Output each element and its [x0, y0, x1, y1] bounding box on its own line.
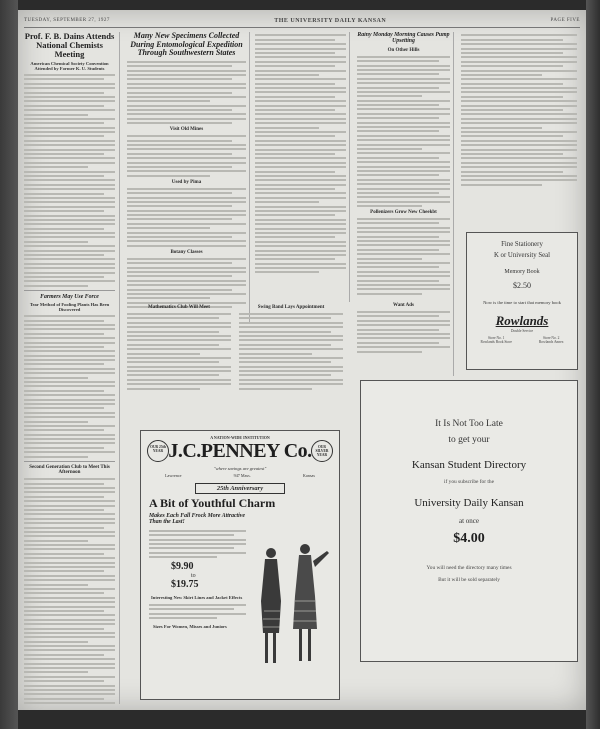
stationery-line: Fine Stationery — [501, 241, 543, 248]
fashion-illustration — [253, 541, 333, 691]
article-body — [127, 135, 246, 177]
penney-sizes: Sizes For Women, Misses and Juniors — [153, 623, 227, 629]
lower-column-2 — [124, 302, 350, 426]
store-1-name: Rowlands Book Store — [480, 340, 512, 344]
headline-rainy-monday: Rainy Monday Morning Causes Pump Upsetting — [357, 32, 450, 45]
article-body — [24, 315, 115, 458]
headline-pollenizers: Pollenizers Grow New Cheekbt — [370, 210, 437, 216]
column-1 — [24, 32, 120, 704]
masthead-date: TUESDAY, SEPTEMBER 27, 1927 — [24, 18, 110, 23]
penney-tagline: A NATION-WIDE INSTITUTION — [210, 435, 270, 440]
headline-want-ads: Want Ads — [393, 303, 414, 308]
store-2-label: Store No. 2 — [542, 336, 560, 340]
article-body — [24, 478, 115, 704]
article-body — [239, 313, 343, 390]
headline-second-generation: Second Generation Club to Meet This Afternoon — [29, 464, 110, 476]
price-to: to — [191, 572, 196, 579]
column-5-classifieds — [458, 32, 580, 232]
article-body — [357, 56, 450, 207]
article-body — [127, 313, 231, 390]
ad-body-text — [141, 530, 246, 558]
subhead-botany: Botany Classes — [170, 249, 203, 255]
penney-headline: A Bit of Youthful Charm — [149, 496, 276, 510]
article-body — [357, 311, 450, 353]
headline-dains: Prof. F. B. Dains Attends National Chemists Meeting — [24, 32, 115, 59]
memory-book-line: Memory Book — [504, 269, 540, 275]
article-body — [24, 74, 115, 287]
price-high: $19.75 — [171, 578, 199, 590]
directory-at-once: at once — [458, 517, 479, 525]
directory-newspaper: University Daily Kansan — [414, 497, 524, 509]
article-body — [127, 61, 246, 124]
double-service: Double Service — [510, 329, 534, 333]
memory-book-price: $2.50 — [513, 281, 531, 290]
location-city: Lawrence — [165, 473, 182, 478]
directory-title: Kansan Student Directory — [411, 459, 527, 471]
directory-headline: It Is Not Too Late — [435, 419, 503, 429]
article-body — [255, 34, 346, 273]
penney-skirt-lines: Interesting New Skirt Lines and Jacket Effects — [151, 594, 243, 600]
subhead-pima: Used by Pima — [171, 179, 202, 185]
column-2 — [124, 32, 250, 322]
article-body — [461, 34, 577, 185]
directory-price: $4.00 — [453, 531, 485, 546]
penney-location — [141, 473, 339, 478]
column-3 — [252, 32, 350, 302]
store-list — [467, 336, 577, 344]
anniversary-banner: 25th Anniversary — [195, 483, 285, 494]
stationery-advertisement — [466, 232, 578, 370]
subhead-dains: American Chemical Society Convention Attended by Former K. U. Students — [30, 61, 109, 71]
directory-note-1: You will need the directory many times — [426, 565, 512, 571]
badge-25th-year: OUR 25th YEAR — [147, 440, 169, 462]
directory-condition: if you subscribe for the — [443, 479, 494, 485]
masthead-title: THE UNIVERSITY DAILY KANSAN — [274, 17, 387, 24]
location-address: 947 Mass. — [233, 473, 251, 478]
subhead-old-mines: Visit Old Mines — [169, 127, 204, 133]
column-4 — [354, 32, 454, 322]
article-body — [357, 218, 450, 295]
want-ads-column — [354, 300, 454, 376]
badge-silver-year: OUR SILVER YEAR — [311, 440, 333, 462]
article-body — [127, 188, 246, 247]
penney-brand: J.C.PENNEY Co. — [168, 440, 312, 462]
masthead-page: PAGE FIVE — [550, 18, 580, 23]
headline-swing-band: Swing Band Lays Appointment — [257, 305, 325, 310]
directory-advertisement — [360, 380, 578, 662]
price-low: $9.90 — [171, 560, 194, 572]
directory-note-2: But it will be sold separately — [438, 577, 500, 583]
ad-body-text — [141, 604, 246, 619]
scan-edge-left — [0, 0, 18, 729]
headline-farmers: Farmers May Use Force — [40, 293, 99, 300]
headline-specimens: Many New Specimens Collected During Entomological Expedition Through Southwestern States — [130, 32, 243, 58]
directory-line-2: to get your — [448, 435, 490, 445]
subhead-farmers: Tear Method of Fooling Plants Has Been Discovered — [29, 302, 110, 313]
memory-book-cta: Now is the time to start that memory book — [483, 300, 561, 305]
article-body — [127, 258, 246, 308]
penney-slogan: "where savings are greatest" — [213, 466, 267, 471]
store-2-name: Rowlands Annex — [538, 340, 564, 344]
subhead-other-hills: On Other Hills — [387, 47, 420, 53]
newspaper-page — [18, 10, 586, 710]
scan-edge-right — [586, 0, 600, 729]
penney-subheadline: Makes Each Fall Frock More Attractive Than the Last! — [149, 513, 245, 526]
rowlands-logo: Rowlands — [495, 313, 549, 328]
location-state: Kansas — [302, 473, 315, 478]
seal-line: K or University Seal — [493, 252, 551, 259]
headline-math-club: Mathematics Club Will Meet — [148, 305, 210, 310]
masthead — [24, 14, 580, 28]
penney-advertisement — [140, 430, 340, 700]
store-1-label: Store No. 1 — [487, 336, 505, 340]
